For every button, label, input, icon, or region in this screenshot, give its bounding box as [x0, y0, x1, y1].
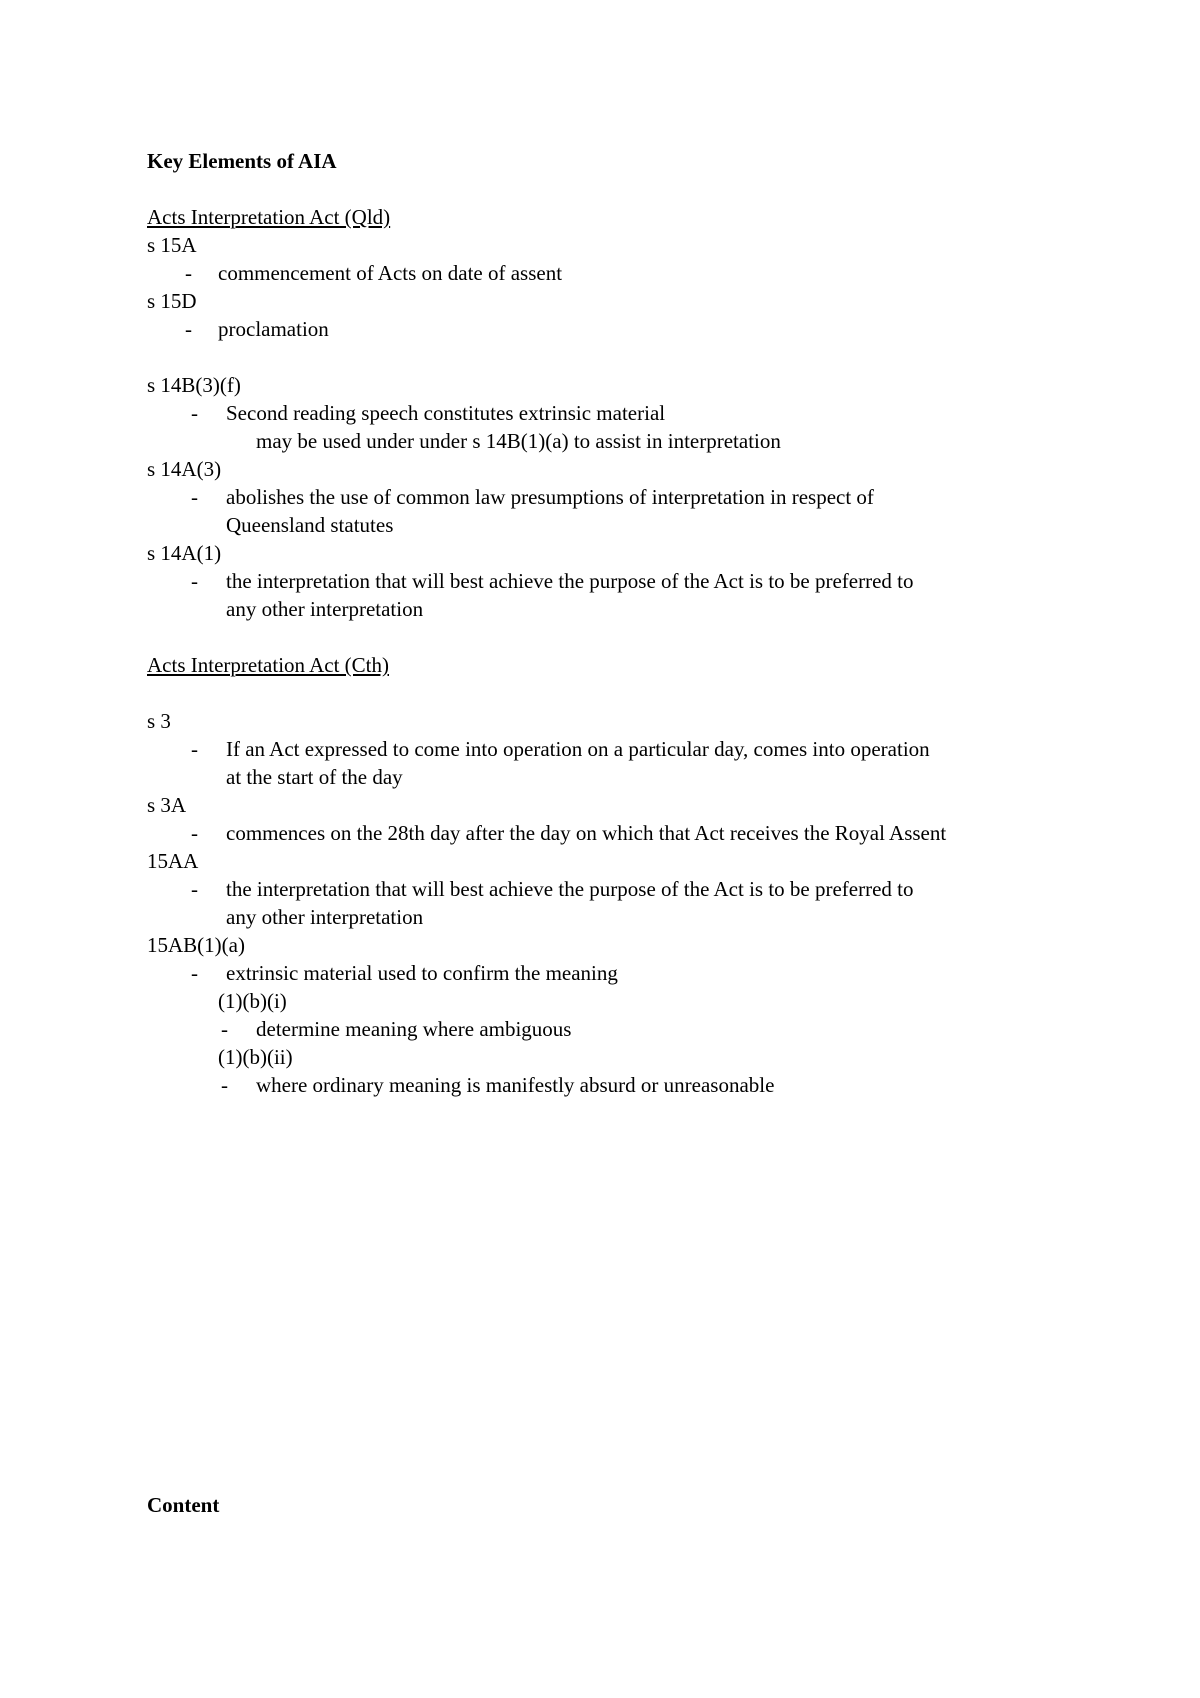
- section-label-s15a: s 15A: [147, 233, 197, 257]
- subsection-label-1bi: (1)(b)(i): [218, 989, 287, 1013]
- section-label-15ab: 15AB(1)(a): [147, 933, 245, 957]
- bullet-dash: -: [191, 877, 198, 901]
- bullet-text-15ab: extrinsic material used to confirm the meaning: [226, 961, 618, 985]
- bullet-continuation-s14b: may be used under under s 14B(1)(a) to assist in interpretation: [256, 429, 781, 453]
- section-label-s14a1: s 14A(1): [147, 541, 222, 565]
- bullet-dash: -: [221, 1073, 228, 1097]
- bullet-text-1bii: where ordinary meaning is manifestly absurd or unreasonable: [256, 1073, 775, 1097]
- section-label-s3: s 3: [147, 709, 171, 733]
- bullet-text-s15a: commencement of Acts on date of assent: [218, 261, 563, 285]
- bullet-text-s14a3: abolishes the use of common law presumptions of interpretation in respect of: [226, 485, 874, 509]
- bullet-text-s3: If an Act expressed to come into operation on a particular day, comes into operation: [226, 737, 930, 761]
- bullet-text-s3a: commences on the 28th day after the day on which that Act receives the Royal Assent: [226, 821, 947, 845]
- bullet-text-s14a1: the interpretation that will best achieve the purpose of the Act is to be preferred to: [226, 569, 914, 593]
- bullet-text-15aa-cont: any other interpretation: [226, 905, 424, 929]
- section-label-s14a3: s 14A(3): [147, 457, 222, 481]
- bullet-dash: -: [221, 1017, 228, 1041]
- section-label-15aa: 15AA: [147, 849, 199, 873]
- subsection-label-1bii: (1)(b)(ii): [218, 1045, 293, 1069]
- bullet-dash: -: [191, 821, 198, 845]
- bullet-dash: -: [191, 401, 198, 425]
- bullet-dash: -: [191, 961, 198, 985]
- cth-section-heading: Acts Interpretation Act (Cth): [147, 653, 390, 677]
- section-label-s3a: s 3A: [147, 793, 187, 817]
- bullet-dash: -: [191, 569, 198, 593]
- section-label-s15d: s 15D: [147, 289, 197, 313]
- bullet-dash: -: [191, 737, 198, 761]
- qld-section-heading: Acts Interpretation Act (Qld): [147, 205, 391, 229]
- bullet-text-s14a3-cont: Queensland statutes: [226, 513, 394, 537]
- bullet-text-s14a1-cont: any other interpretation: [226, 597, 424, 621]
- bullet-dash: -: [185, 317, 192, 341]
- bullet-text-s15d: proclamation: [218, 317, 329, 341]
- section-label-s14b: s 14B(3)(f): [147, 373, 241, 397]
- bullet-text-s3-cont: at the start of the day: [226, 765, 403, 789]
- bullet-dash: -: [191, 485, 198, 509]
- content-heading: Content: [147, 1493, 220, 1517]
- document-title: Key Elements of AIA: [147, 149, 337, 173]
- bullet-text-1bi: determine meaning where ambiguous: [256, 1017, 572, 1041]
- bullet-text-15aa: the interpretation that will best achieve the purpose of the Act is to be preferred to: [226, 877, 914, 901]
- bullet-text-s14b: Second reading speech constitutes extrinsic material: [226, 401, 666, 425]
- bullet-dash: -: [185, 261, 192, 285]
